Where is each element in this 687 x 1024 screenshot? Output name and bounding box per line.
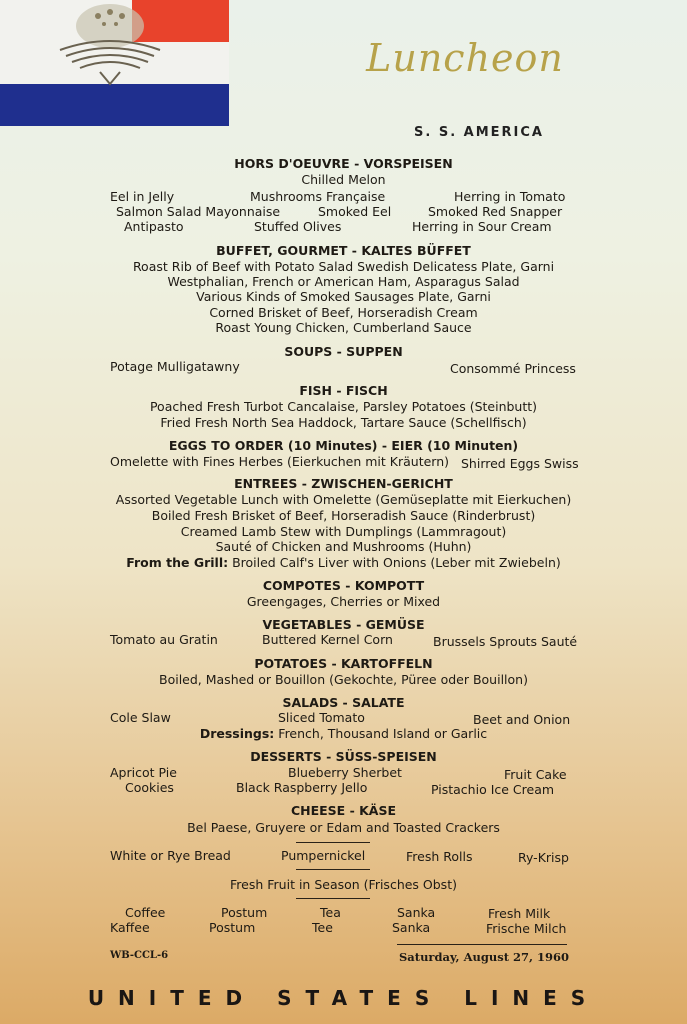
menu-item: Coffee: [125, 905, 166, 920]
menu-item: Sauté of Chicken and Mushrooms (Huhn): [215, 539, 472, 554]
menu-item: Bel Paese, Gruyere or Edam and Toasted Crackers: [187, 820, 500, 835]
menu-item: Creamed Lamb Stew with Dumplings (Lammragout): [180, 524, 507, 539]
menu-item: Ry-Krisp: [518, 850, 569, 865]
menu-item: Pistachio Ice Cream: [431, 782, 555, 797]
menu-item: Cole Slaw: [110, 710, 171, 725]
section-heading-cheese: CHEESE - KÄSE: [290, 803, 397, 818]
divider: [296, 898, 370, 899]
section-heading-vegetables: VEGETABLES - GEMÜSE: [262, 617, 425, 632]
menu-item: Roast Rib of Beef with Potato Salad Swedish Delicatess Plate, Garni: [132, 259, 555, 274]
menu-item: Sliced Tomato: [278, 710, 365, 725]
menu-item: Sanka: [392, 920, 431, 935]
menu-item: Fresh Fruit in Season (Frisches Obst): [230, 877, 457, 892]
flag-blue-band: [0, 84, 229, 126]
dressings-label: Dressings:: [199, 726, 275, 741]
section-heading-compotes: COMPOTES - KOMPOTT: [262, 578, 425, 593]
menu-date: Saturday, August 27, 1960: [399, 950, 570, 964]
section-heading-fish: FISH - FISCH: [299, 383, 388, 398]
menu-item: Boiled Fresh Brisket of Beef, Horseradish Sauce (Rinderbrust): [151, 508, 536, 523]
menu-item: Boiled, Mashed or Bouillon (Gekochte, Püree oder Bouillon): [159, 672, 528, 687]
menu-item: Blueberry Sherbet: [288, 765, 402, 780]
menu-item: Apricot Pie: [110, 765, 177, 780]
section-heading-eggs: EGGS TO ORDER (10 Minutes) - EIER (10 Minuten): [168, 438, 519, 453]
menu-item: Cookies: [125, 780, 174, 795]
menu-item: Consommé Princess: [450, 361, 576, 376]
menu-item: Frische Milch: [486, 921, 567, 936]
menu-item: Mushrooms Française: [250, 189, 386, 204]
section-heading-buffet: BUFFET, GOURMET - KALTES BÜFFET: [216, 243, 471, 258]
menu-item: Sanka: [397, 905, 436, 920]
menu-item: Herring in Tomato: [454, 189, 566, 204]
section-heading-potatoes: POTATOES - KARTOFFELN: [254, 656, 433, 671]
menu-item: Herring in Sour Cream: [412, 219, 552, 234]
menu-item: Black Raspberry Jello: [236, 780, 368, 795]
menu-item: Various Kinds of Smoked Sausages Plate, Garni: [196, 289, 491, 304]
section-heading-hors-doeuvre: HORS D'OEUVRE - VORSPEISEN: [234, 156, 453, 171]
menu-item: Shirred Eggs Swiss: [461, 456, 579, 471]
menu-item: White or Rye Bread: [110, 848, 231, 863]
menu-title: Luncheon: [366, 36, 564, 80]
section-heading-soups: SOUPS - SUPPEN: [284, 344, 403, 359]
menu-item: Salmon Salad Mayonnaise: [116, 204, 281, 219]
menu-item: Stuffed Olives: [254, 219, 342, 234]
menu-item: Fresh Rolls: [406, 849, 473, 864]
menu-item: Broiled Calf's Liver with Onions (Leber mit Zwiebeln): [228, 555, 561, 570]
divider: [296, 842, 370, 843]
menu-code: WB-CCL-6: [110, 950, 169, 961]
menu-item: Eel in Jelly: [110, 189, 175, 204]
grill-label: From the Grill:: [126, 555, 229, 570]
section-heading-salads: SALADS - SALATE: [282, 695, 405, 710]
menu-item: Omelette with Fines Herbes (Eierkuchen mit Kräutern): [110, 454, 450, 469]
menu-item: Corned Brisket of Beef, Horseradish Cream: [209, 305, 478, 320]
eagle-emblem-icon: [40, 2, 180, 86]
menu-item: Assorted Vegetable Lunch with Omelette (Gemüseplatte mit Eierkuchen): [115, 492, 572, 507]
menu-item: Greengages, Cherries or Mixed: [246, 594, 441, 609]
menu-item: Smoked Red Snapper: [428, 204, 563, 219]
menu-item: Tea: [320, 905, 341, 920]
divider: [296, 869, 370, 870]
menu-item: Tomato au Gratin: [110, 632, 218, 647]
menu-item: Smoked Eel: [318, 204, 392, 219]
menu-item: Postum: [209, 920, 256, 935]
menu-item: Fresh Milk: [488, 906, 551, 921]
menu-item: Westphalian, French or American Ham, Asparagus Salad: [167, 274, 520, 289]
footer-line-name: UNITED STATES LINES: [87, 986, 600, 1010]
ship-name: S. S. AMERICA: [414, 125, 544, 140]
menu-item: Poached Fresh Turbot Cancalaise, Parsley Potatoes (Steinbutt): [149, 399, 538, 414]
menu-item: Potage Mulligatawny: [110, 359, 240, 374]
menu-item: Postum: [221, 905, 268, 920]
menu-item: Kaffee: [110, 920, 150, 935]
menu-item: Beet and Onion: [473, 712, 571, 727]
menu-item: Antipasto: [124, 219, 184, 234]
menu-item: French, Thousand Island or Garlic: [274, 726, 488, 741]
section-heading-entrees: ENTREES - ZWISCHEN-GERICHT: [234, 476, 453, 491]
menu-item: Buttered Kernel Corn: [262, 632, 393, 647]
menu-item: Pumpernickel: [281, 848, 366, 863]
menu-item: Chilled Melon: [301, 172, 386, 187]
grill-line: [0, 555, 687, 570]
dressings-line: [0, 726, 687, 741]
menu-item: Fruit Cake: [504, 767, 567, 782]
menu-item: Brussels Sprouts Sauté: [433, 634, 578, 649]
divider: [397, 944, 567, 945]
flag-banner: [0, 0, 229, 126]
menu-item: Tee: [312, 920, 333, 935]
menu-item: Roast Young Chicken, Cumberland Sauce: [215, 320, 472, 335]
menu-item: Fried Fresh North Sea Haddock, Tartare Sauce (Schellfisch): [160, 415, 527, 430]
section-heading-desserts: DESSERTS - SÜSS-SPEISEN: [250, 749, 437, 764]
